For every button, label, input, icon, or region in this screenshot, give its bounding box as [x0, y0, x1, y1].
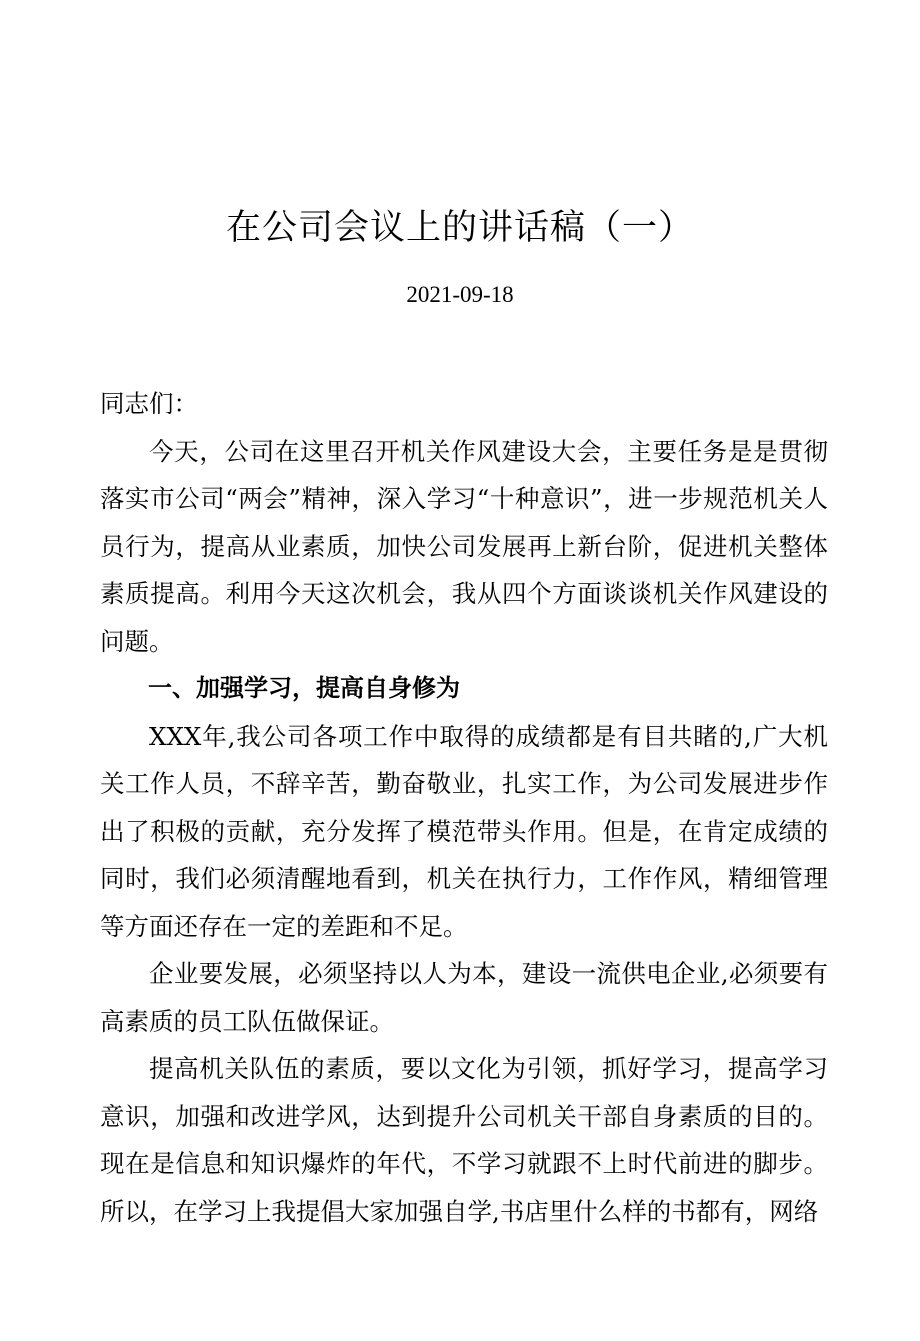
document-title: 在公司会议上的讲话稿（一） [225, 208, 694, 248]
body-paragraph: 企业要发展，必须坚持以人为本，建设一流供电企业,必须要有高素质的员工队伍做保证。 [100, 959, 828, 1036]
document-date: 2021-09-18 [406, 282, 514, 307]
body-paragraph: XXX年,我公司各项工作中取得的成绩都是有目共睹的,广大机关工作人员，不辞辛苦，勤奋敬业，扎实工作，为公司发展进步作出了积极的贡献，充分发挥了模范带头作用。但是，在肯定成绩的同时，我们必须清醒地看到，机关在执行力，工作作风，精细管理等方面还存在一定的差距和不足。 [100, 721, 828, 941]
body-paragraph: 提高机关队伍的素质，要以文化为引领，抓好学习，提高学习意识，加强和改进学风，达到提升公司机关干部自身素质的目的。现在是信息和知识爆炸的年代，不学习就跟不上时代前进的脚步。所以，在学习上我提倡大家加强自学,书店里什么样的书都有，网络 [100, 1054, 828, 1226]
document-body [100, 380, 828, 1235]
intro-paragraph: 今天，公司在这里召开机关作风建设大会，主要任务是是贯彻落实市公司“两会”精神，深入学习“十种意识”，进一步规范机关人员行为，提高从业素质，加快公司发展再上新台阶，促进机关整体素质提高。利用今天这次机会，我从四个方面谈谈机关作风建设的问题。 [100, 436, 828, 656]
salutation: 同志们： [100, 389, 198, 418]
section-heading: 一、加强学习，提高自身修为 [148, 674, 460, 702]
